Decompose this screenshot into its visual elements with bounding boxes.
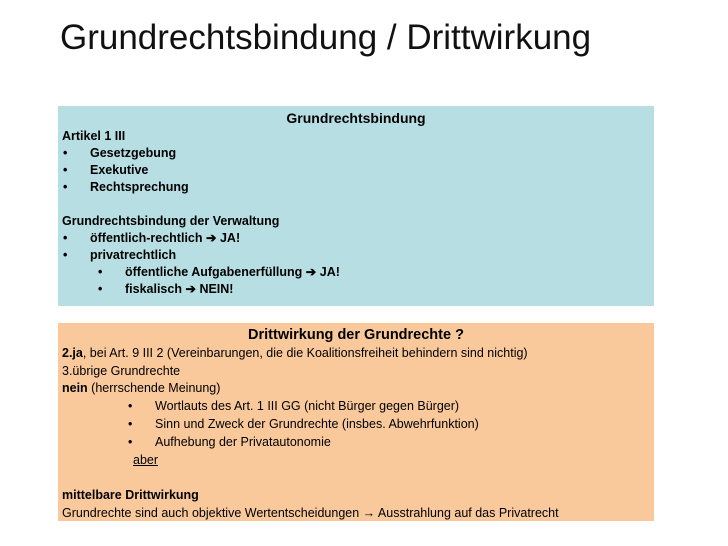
admin-heading: Grundrechtsbindung der Verwaltung <box>62 214 280 228</box>
reason-label: Wortlauts des Art. 1 III GG (nicht Bürger gegen Bürger) <box>155 399 460 414</box>
fiscal-item <box>62 281 650 298</box>
nein-text: (herrschende Meinung) <box>87 381 221 396</box>
grundrechtsbindung-box <box>58 106 654 306</box>
branch-item <box>62 162 650 179</box>
branch-item <box>62 179 650 196</box>
arrow-right-icon: ➔ <box>185 282 196 296</box>
reason-label: Aufhebung der Privatautonomie <box>155 434 331 449</box>
public-law-item <box>62 230 650 247</box>
arrow-right-icon: ➔ <box>305 265 317 279</box>
bullet-icon: • <box>128 434 133 449</box>
article-label: Artikel 1 III <box>62 129 126 143</box>
bullet-icon: • <box>98 265 103 279</box>
indirect-heading <box>62 487 650 505</box>
box1-heading: Grundrechtsbindung <box>286 110 426 126</box>
line-nein <box>62 380 650 398</box>
indirect-text: Grundrechte sind auch objektive Wertentscheidungen → Ausstrahlung auf das Privatrecht <box>62 505 559 520</box>
reason-label: Sinn und Zweck der Grundrechte (insbes. Abwehrfunktion) <box>155 416 479 431</box>
public-task-label: öffentliche Aufgabenerfüllung <box>125 265 303 279</box>
line-ja <box>62 345 650 363</box>
ja-label: 2.ja <box>62 345 83 360</box>
bullet-icon: • <box>128 399 133 414</box>
box2-heading: Drittwirkung der Grundrechte ? <box>248 327 464 343</box>
ja-text: , bei Art. 9 III 2 (Vereinbarungen, die die Koalitionsfreiheit behindern sind nichtig) <box>82 345 528 360</box>
bullet-icon: • <box>63 146 68 160</box>
private-law-item <box>62 247 650 264</box>
slide-title: Grundrechtsbindung / Drittwirkung <box>60 18 592 57</box>
aber-label: aber <box>133 452 159 467</box>
public-task-answer: JA! <box>319 265 340 279</box>
nein-label: nein <box>62 381 88 396</box>
branch-label: Gesetzgebung <box>90 146 177 160</box>
public-task-item <box>62 264 650 281</box>
bullet-icon: • <box>63 180 68 194</box>
bullet-icon: • <box>128 416 133 431</box>
arrow-right-icon: ➔ <box>206 231 217 245</box>
line-other-rights: 3.übrige Grundrechte <box>62 363 181 378</box>
reason-item <box>62 434 650 452</box>
branch-label: Rechtsprechung <box>90 180 189 194</box>
public-law-label: öffentlich-rechtlich <box>90 231 203 245</box>
indirect-heading-text: mittelbare Drittwirkung <box>62 488 199 503</box>
bullet-icon: • <box>63 163 68 177</box>
branch-item <box>62 145 650 162</box>
fiscal-answer: NEIN! <box>199 282 234 296</box>
bullet-icon: • <box>63 248 68 262</box>
private-law-label: privatrechtlich <box>90 248 177 262</box>
public-law-answer: JA! <box>219 231 241 245</box>
fiscal-label: fiskalisch <box>125 282 182 296</box>
reason-item <box>62 416 650 434</box>
branch-label: Exekutive <box>90 163 149 177</box>
bullet-icon: • <box>63 231 68 245</box>
drittwirkung-box <box>58 323 654 521</box>
reason-item <box>62 398 650 416</box>
bullet-icon: • <box>98 282 103 296</box>
